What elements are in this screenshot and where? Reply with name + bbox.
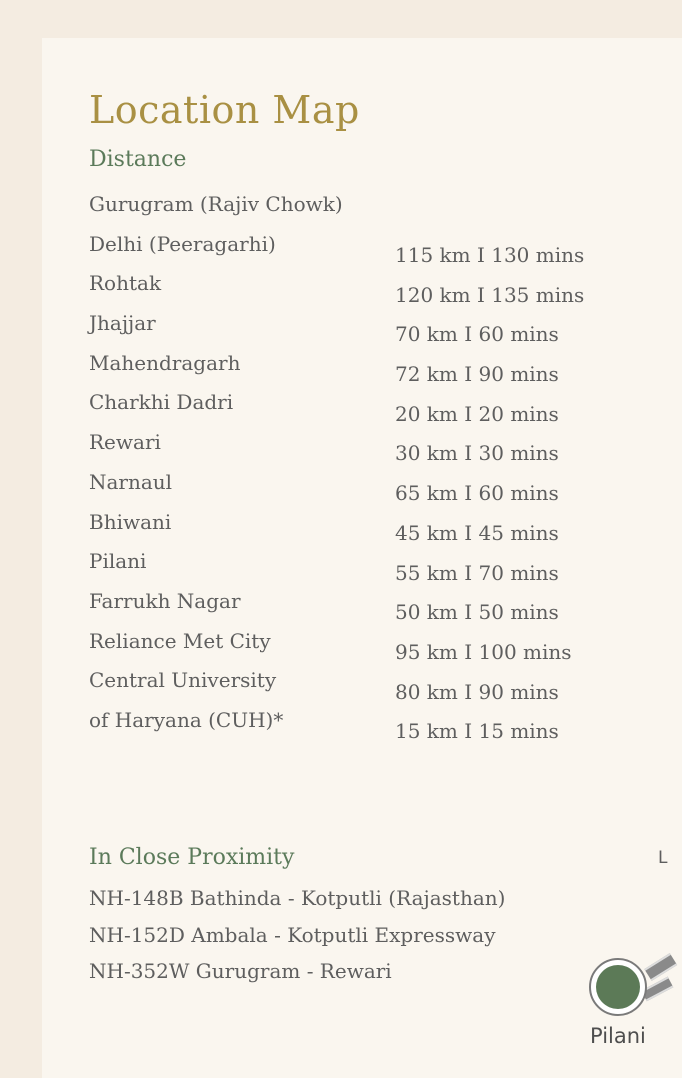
place-name: of Haryana (CUH)* — [89, 707, 284, 732]
place-name: Central University — [89, 668, 277, 693]
distance-time: 72 km I 90 mins — [395, 362, 559, 387]
page-title: Location Map — [89, 88, 360, 132]
distance-time: 70 km I 60 mins — [395, 322, 559, 347]
place-name: Reliance Met City — [89, 628, 271, 653]
distance-time: 30 km I 30 mins — [395, 441, 559, 466]
place-list — [89, 188, 343, 744]
place-name: Delhi (Peeragarhi) — [89, 231, 276, 256]
proximity-list — [89, 883, 505, 993]
highway-item: NH-148B Bathinda - Kotputli (Rajasthan) — [89, 886, 506, 910]
map-location-marker — [589, 958, 647, 1016]
map-marker-fill — [596, 965, 640, 1009]
distance-heading: Distance — [89, 147, 187, 172]
place-name: Charkhi Dadri — [89, 390, 234, 415]
distance-time: 80 km I 90 mins — [395, 679, 559, 704]
map-edge-label: L — [658, 848, 668, 868]
highway-item: NH-152D Ambala - Kotputli Expressway — [89, 922, 496, 947]
distance-time: 45 km I 45 mins — [395, 520, 559, 545]
distance-time: 55 km I 70 mins — [395, 560, 559, 585]
distance-time: 50 km I 50 mins — [395, 600, 559, 625]
place-name: Narnaul — [89, 469, 173, 494]
distance-time: 115 km I 130 mins — [395, 243, 585, 267]
highway-item: NH-352W Gurugram - Rewari — [89, 959, 392, 983]
place-name: Jhajjar — [89, 311, 156, 336]
place-name: Gurugram (Rajiv Chowk) — [89, 192, 343, 216]
distance-time-list — [395, 239, 584, 755]
distance-time: 120 km I 135 mins — [395, 282, 585, 307]
place-name: Rohtak — [89, 271, 162, 296]
distance-time: 95 km I 100 mins — [395, 639, 572, 664]
place-name: Mahendragarh — [89, 350, 241, 375]
place-name: Pilani — [89, 549, 147, 574]
place-name: Bhiwani — [89, 509, 172, 534]
place-name: Rewari — [89, 430, 161, 455]
distance-time: 15 km I 15 mins — [395, 719, 559, 744]
proximity-heading: In Close Proximity — [89, 845, 295, 870]
map-location-label: Pilani — [590, 1024, 646, 1048]
place-name: Farrukh Nagar — [89, 588, 241, 613]
distance-time: 65 km I 60 mins — [395, 481, 559, 506]
distance-time: 20 km I 20 mins — [395, 401, 559, 426]
